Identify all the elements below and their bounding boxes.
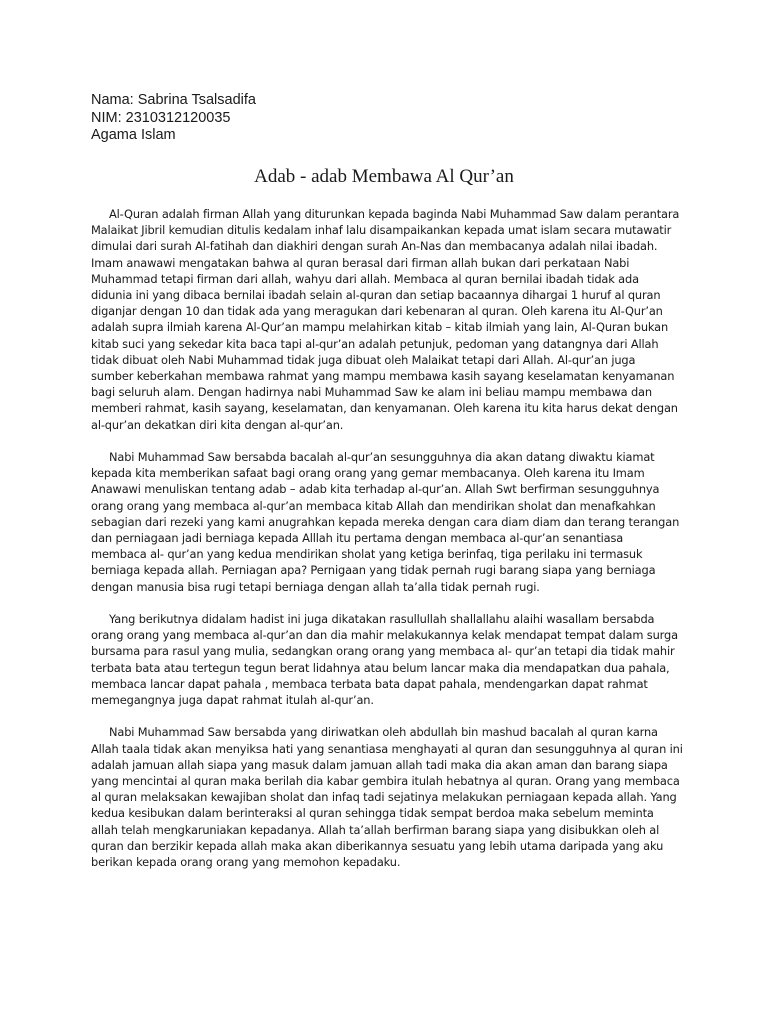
- document-title: Adab - adab Membawa Al Qur’an: [254, 166, 514, 187]
- text-line: didunia ini yang dibaca bernilai ibadah selain al-quran dan setiap bacaannya dihargai 1 huruf al quran: [91, 288, 661, 303]
- text-line: bagi seluruh alam. Dengan hadirnya nabi Muhammad Saw ke alam ini beliau mampu membawa dan: [91, 385, 652, 400]
- text-line: membaca al- qur’an yang kedua mendirikan sholat yang ketiga berinfaq, tiga perilaku ini termasuk: [91, 547, 643, 562]
- text-line: dengan manusia bisa rugi tetapi berniaga dengan allah ta’alla tidak pernah rugi.: [91, 579, 540, 594]
- text-line: berniaga kepada allah. Perniagan apa? Pernigaan yang tidak pernah rugi barang siapa yang berniaga: [91, 563, 656, 578]
- text-line: kepada kita memberikan safaat bagi orang orang yang gemar membacanya. Oleh karena itu Imam: [91, 466, 645, 481]
- text-line: Al-Quran adalah firman Allah yang diturunkan kepada baginda Nabi Muhammad Saw dalam perantara: [109, 207, 680, 221]
- text-line: kitab suci yang sekedar kita baca tapi al-qur’an adalah petunjuk, pedoman yang datangnya dari Allah: [91, 336, 659, 351]
- text-line: orang orang yang membaca al-qur’an dan dia mahir melakukannya kelak mendapat tempat dalam surga: [91, 628, 678, 643]
- text-line: Yang berikutnya didalam hadist ini juga dikatakan rasullullah shallallahu alaihi wasallam bersabda: [109, 612, 655, 627]
- text-line: diganjar dengan 10 dan tidak ada yang meragukan dari kebenaran al quran. Oleh karena itu Al-Qur’an: [91, 304, 663, 319]
- student-nim: NIM: 2310312120035: [91, 109, 231, 126]
- paragraph-4: [91, 724, 681, 870]
- text-line: dan perniagaan jadi berniaga kepada Alllah itu pertama dengan membaca al-qur’an senantiasa: [91, 531, 624, 546]
- text-line: sumber keberkahan membawa rahmat yang mampu membawa kasih sayang keselamatan kenyamanan: [91, 369, 675, 384]
- text-line: yang mencintai al quran maka berilah dia kabar gembira itulah hebatnya al quran. Orang yang membaca: [91, 774, 680, 789]
- text-line: al-qur’an dekatkan diri kita dengan al-qur’an.: [91, 417, 344, 432]
- text-line: quran dan berzikir kepada allah maka akan diberikannya sesuatu yang lebih utama daripada yang aku: [91, 838, 664, 853]
- paragraph-1: [91, 206, 681, 433]
- text-line: memberi rahmat, kasih sayang, keselamatan, dan kenyamanan. Oleh karena itu kita harus dekat dengan: [91, 401, 678, 416]
- text-line: sebagian dari rezeki yang kami anugrahkan kepada mereka dengan cara diam diam dan terang terangan: [91, 514, 680, 529]
- subject-name: Agama Islam: [91, 127, 176, 143]
- text-line: tidak dibuat oleh Nabi Muhammad tidak juga dibuat oleh Malaikat tetapi dari Allah. Al-qur’an juga: [91, 352, 636, 367]
- text-line: Nabi Muhammad Saw bersabda bacalah al-qur’an sesungguhnya dia akan datang diwaktu kiamat: [109, 450, 655, 465]
- text-line: memegangnya juga dapat rahmat itulah al-qur’an.: [91, 693, 374, 708]
- text-line: berikan kepada orang orang yang memohon kepadaku.: [91, 855, 401, 870]
- text-line: adalah supra ilmiah karena Al-Qur’an mampu melahirkan kitab – kitab ilmiah yang lain, Al-Quran bukan: [91, 320, 669, 335]
- text-line: Nabi Muhammad Saw bersabda yang diriwatkan oleh abdullah bin mashud bacalah al quran karna: [109, 725, 658, 740]
- paragraph-2: [91, 449, 681, 595]
- text-line: terbata bata atau tertegun tegun berat lidahnya atau belum lancar maka dia mendapatkan dua pahala,: [91, 660, 670, 675]
- text-line: orang orang yang membaca al-qur’an membaca kitab Allah dan mendirikan sholat dan menafkahkan: [91, 498, 656, 513]
- text-line: Muhammad tetapi firman dari allah, wahyu dari allah. Membaca al quran bernilai ibadah tidak ada: [91, 271, 639, 286]
- text-line: allah telah mengkaruniakan kepadanya. Allah ta’allah berfirman barang siapa yang disibukkan oleh al: [91, 822, 660, 837]
- text-line: al quran melaksakan kewajiban sholat dan infaq tadi sejatinya melakukan perniagaan kepada allah. Yang: [91, 790, 677, 805]
- text-line: adalah jamuan allah siapa yang masuk dalam jamuan allah tadi maka dia akan aman dan barang siapa: [91, 757, 668, 772]
- text-line: Malaikat Jibril kemudian ditulis kedalam inhaf lalu disampaikankan kepada umat islam secara mutawatir: [91, 223, 672, 238]
- text-line: kedua kesibukan dalam berinteraksi al quran sehingga tidak sempat berdoa maka sebelum meminta: [91, 806, 654, 821]
- text-line: bursama para rasul yang mulia, sedangkan orang orang yang membaca al- qur’an tetapi dia tidak mahir: [91, 644, 675, 659]
- text-line: dimulai dari surah Al-fatihah dan diakhiri dengan surah An-Nas dan membacanya adalah nilai ibadah.: [91, 239, 658, 254]
- document-body: [91, 206, 681, 886]
- paragraph-3: [91, 611, 681, 708]
- text-line: Anawawi menuliskan tentang adab – adab kita terhadap al-qur’an. Allah Swt berfirman sesungguhnya: [91, 482, 660, 497]
- text-line: membaca lancar dapat pahala , membaca terbata bata dapat pahala, mendengarkan dapat rahmat: [91, 676, 648, 691]
- student-name: Nama: Sabrina Tsalsadifa: [91, 92, 256, 108]
- author-header: [91, 92, 256, 145]
- text-line: Imam anawawi mengatakan bahwa al quran berasal dari firman allah bukan dari perkataan Nabi: [91, 255, 630, 270]
- text-line: Allah taala tidak akan menyiksa hati yang senantiasa menghayati al quran dan sesungguhnya al quran ini: [91, 741, 683, 756]
